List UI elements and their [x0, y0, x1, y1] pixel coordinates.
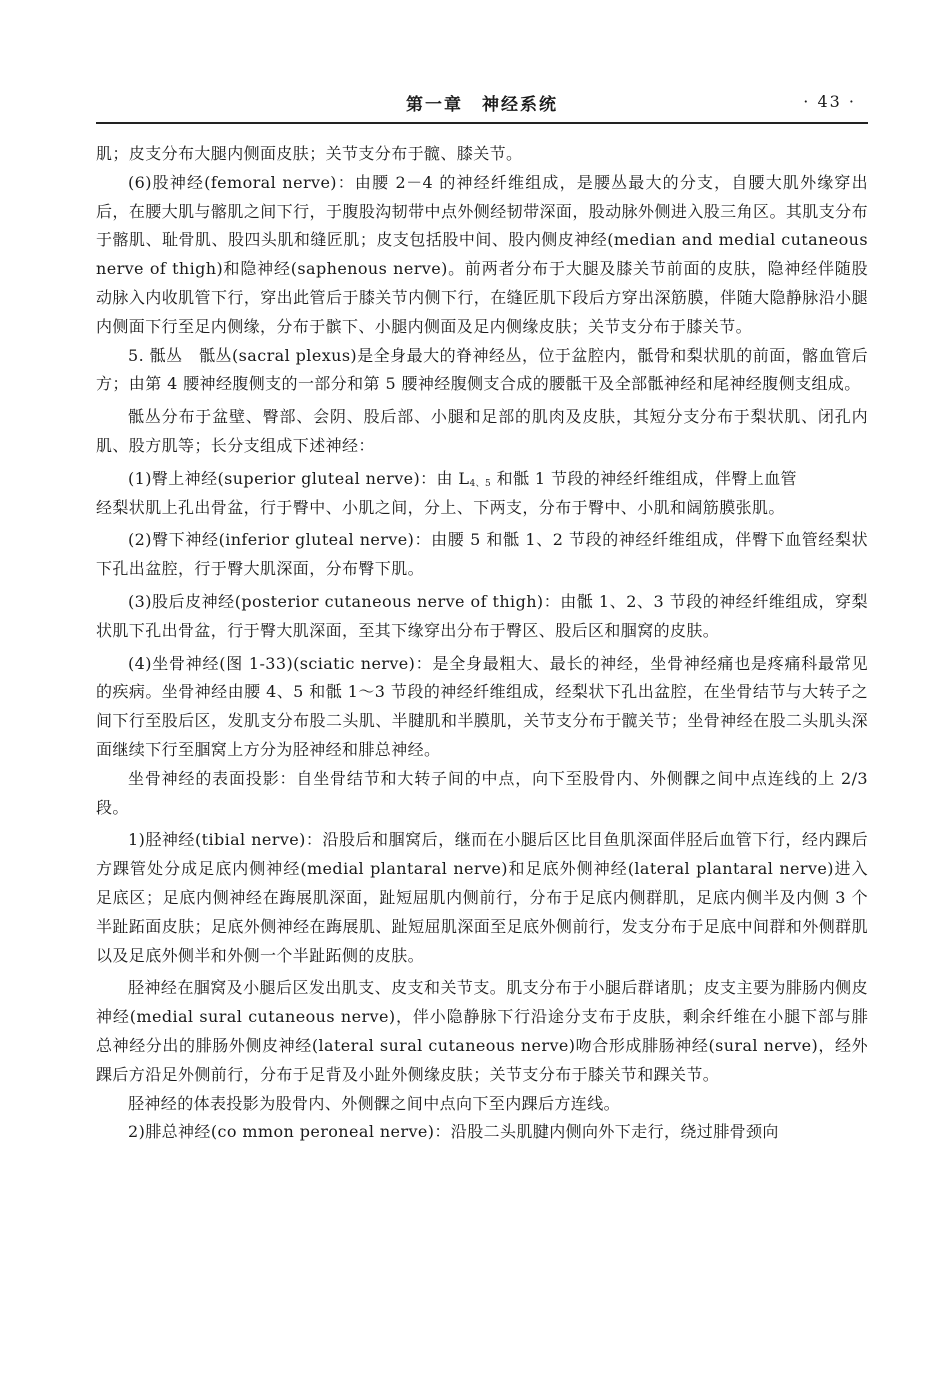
paragraph: 经梨状肌上孔出骨盆，行于臀中、小肌之间，分上、下两支，分布于臀中、小肌和阔筋膜张肌。 [96, 497, 785, 517]
paragraph: 胫神经在腘窝及小腿后区发出肌支、皮支和关节支。肌支分布于小腿后群诸肌；皮支主要为腓肠内侧皮神经(medial sural cutaneous nerve)，伴小隐静脉下行沿途分支布于皮肤，剩余纤维在小腿下部与腓总神经分出的腓肠外侧皮神经(lateral sural cutaneous nerve)吻合形成腓肠神经(sural nerve)，经外踝后方沿足外侧前行，分布于足背及小趾外侧缘皮肤；关节支分布于膝关节和踝关节。 [96, 978, 868, 1084]
chapter-title: 第一章 神经系统 [406, 95, 558, 115]
running-header [96, 84, 868, 124]
paragraph: 5. 骶丛 骶丛(sacral plexus)是全身最大的脊神经丛，位于盆腔内，骶骨和梨状肌的前面，髂血管后方；由第 4 腰神经腹侧支的一部分和第 5 腰神经腹侧支合成的腰骶干及全部骶神经和尾神经腹侧支组成。 [96, 345, 868, 394]
paragraph: (3)股后皮神经(posterior cutaneous nerve of thigh)：由骶 1、2、3 节段的神经纤维组成，穿梨状肌下孔出骨盆，行于臀大肌深面，至其下缘穿出分布于臀区、股后区和腘窝的皮肤。 [96, 591, 868, 640]
paragraph: (4)坐骨神经(图 1-33)(sciatic nerve)：是全身最粗大、最长的神经，坐骨神经痛也是疼痛科最常见的疾病。坐骨神经由腰 4、5 和骶 1～3 节段的神经纤维组成，经梨状下孔出盆腔，在坐骨结节与大转子之间下行至股后区，发肌支分布股二头肌、半腱肌和半膜肌，关节支分布于髋关节；坐骨神经在股二头肌头深面继续下行至腘窝上方分为胫神经和腓总神经。 [96, 653, 868, 759]
text-run: (1)臀上神经(superior gluteal nerve)：由 L [128, 468, 470, 488]
paragraph: (6)股神经(femoral nerve)：由腰 2－4 的神经纤维组成，是腰丛最大的分支，自腰大肌外缘穿出后，在腰大肌与髂肌之间下行，于腹股沟韧带中点外侧经韧带深面，股动脉外侧进入股三角区。其肌支分布于髂肌、耻骨肌、股四头肌和缝匠肌；皮支包括股中间、股内侧皮神经(median and medial cutaneous nerve of thigh)和隐神经(saphenous nerve)。前两者分布于大腿及膝关节前面的皮肤，隐神经伴随股动脉入内收肌管下行，穿出此管后于膝关节内侧下行，在缝匠肌下段后方穿出深筋膜，伴随大隐静脉沿小腿内侧面下行至足内侧缘，分布于髌下、小腿内侧面及足内侧缘皮肤；关节支分布于膝关节。 [96, 172, 868, 336]
paragraph: 坐骨神经的表面投影：自坐骨结节和大转子间的中点，向下至股骨内、外侧髁之间中点连线的上 2/3 段。 [96, 768, 868, 817]
paragraph: 胫神经的体表投影为股骨内、外侧髁之间中点向下至内踝后方连线。 [128, 1093, 621, 1113]
subscript: 4、5 [469, 478, 492, 489]
paragraph: 肌；皮支分布大腿内侧面皮肤；关节支分布于髋、膝关节。 [96, 144, 523, 163]
paragraph: 骶丛分布于盆壁、臀部、会阴、股后部、小腿和足部的肌肉及皮肤，其短分支分布于梨状肌、闭孔内肌、股方肌等；长分支组成下述神经： [96, 407, 868, 455]
page-number: · 43 · [803, 92, 856, 111]
paragraph: 1)胫神经(tibial nerve)：沿股后和腘窝后，继而在小腿后区比目鱼肌深面伴胫后血管下行，经内踝后方踝管处分成足底内侧神经(medial plantaral nerve)和足底外侧神经(lateral plantaral nerve)进入足底区；足底内侧神经在踇展肌深面，趾短屈肌内侧前行，分布于足底内侧群肌，足底内侧半及内侧 3 个半趾跖面皮肤；足底外侧神经在踇展肌、趾短屈肌深面至足底外侧前行，发支分布于足底中间群和外侧群肌以及足底外侧半和外侧一个半趾跖侧的皮肤。 [96, 830, 868, 965]
paragraph: (2)臀下神经(inferior gluteal nerve)：由腰 5 和骶 1、2 节段的神经纤维组成，伴臀下血管经梨状下孔出盆腔，行于臀大肌深面，分布臀下肌。 [96, 530, 868, 579]
paragraph-superior-gluteal [96, 465, 868, 494]
text-run: 和骶 1 节段的神经纤维组成，伴臀上血管 [491, 468, 797, 488]
paragraph: 2)腓总神经(co mmon peroneal nerve)：沿股二头肌腱内侧向外下走行，绕过腓骨颈向 [128, 1122, 779, 1142]
body-text [96, 140, 868, 1147]
